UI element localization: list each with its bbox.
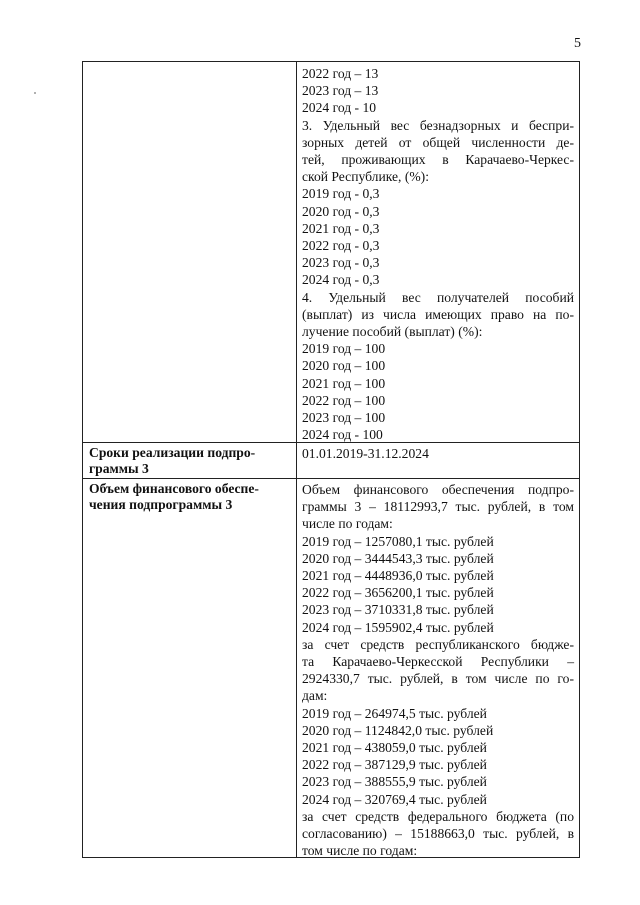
- funding-total-year: 2023 год – 3710331,8 тыс. рублей: [302, 602, 494, 618]
- indicator-3-year: 2020 год - 0,3: [302, 203, 380, 219]
- funding-regional-year: 2021 год – 438059,0 тыс. рублей: [302, 740, 487, 756]
- indicator-3-year: 2022 год - 0,3: [302, 238, 380, 254]
- funding-cell: [302, 481, 574, 859]
- funding-regional-text: 2924330,7 тыс. рублей, в том числе по го-: [302, 671, 574, 687]
- indicator-year-line: 2022 год – 13: [302, 66, 379, 81]
- funding-label: [89, 481, 291, 514]
- period-label: [89, 445, 291, 478]
- period-label-line: граммы 3: [89, 461, 149, 477]
- passport-table: [82, 61, 580, 858]
- funding-regional-year: 2020 год – 1124842,0 тыс. рублей: [302, 722, 494, 738]
- period-value-text: 01.01.2019-31.12.2024: [302, 446, 429, 461]
- funding-total-year: 2019 год – 1257080,1 тыс. рублей: [302, 533, 494, 549]
- indicator-4-year: 2021 год – 100: [302, 375, 386, 391]
- funding-total-year: 2022 год – 3656200,1 тыс. рублей: [302, 585, 494, 601]
- indicators-cell: [302, 65, 574, 443]
- funding-regional-year: 2019 год – 264974,5 тыс. рублей: [302, 705, 487, 721]
- funding-label-line: Объем финансового обеспе-: [89, 481, 259, 496]
- column-divider: [296, 62, 297, 857]
- indicator-3-title: тей, проживающих в Карачаево-Черкес-: [302, 152, 574, 168]
- indicator-4-year: 2022 год – 100: [302, 392, 386, 408]
- indicator-4-year: 2024 год - 100: [302, 427, 383, 443]
- funding-total-year: 2020 год – 3444543,3 тыс. рублей: [302, 550, 494, 566]
- indicator-4-title: лучение пособий (выплат) (%):: [302, 324, 483, 340]
- funding-federal-text: том числе по годам:: [302, 843, 418, 859]
- indicator-4-year: 2019 год – 100: [302, 341, 386, 357]
- row-divider-2: [83, 478, 579, 479]
- period-value: [302, 445, 574, 462]
- funding-federal-text: за счет средств федерального бюджета (по: [302, 808, 574, 824]
- funding-intro: Объем финансового обеспечения подпро-: [302, 482, 574, 497]
- funding-regional-text: та Карачаево-Черкесской Республики –: [302, 654, 574, 670]
- indicator-3-year: 2023 год - 0,3: [302, 255, 380, 271]
- indicator-3-title: 3. Удельный вес безнадзорных и беспри-: [302, 117, 574, 133]
- indicator-4-year: 2020 год – 100: [302, 358, 386, 374]
- period-label-line: Сроки реализации подпро-: [89, 445, 256, 460]
- indicator-4-title: 4. Удельный вес получателей пособий: [302, 289, 574, 305]
- indicator-year-line: 2024 год - 10: [302, 100, 377, 116]
- indicator-4-title: (выплат) из числа имеющих право на по-: [302, 306, 574, 322]
- indicator-3-title: зорных детей от общей численности де-: [302, 134, 574, 150]
- funding-regional-text: дам:: [302, 688, 328, 704]
- funding-regional-year: 2024 год – 320769,4 тыс. рублей: [302, 791, 487, 807]
- funding-intro: граммы 3 – 18112993,7 тыс. рублей, в том: [302, 499, 574, 515]
- indicator-3-year: 2021 год - 0,3: [302, 220, 380, 236]
- funding-regional-year: 2022 год – 387129,9 тыс. рублей: [302, 757, 487, 773]
- funding-total-year: 2021 год – 4448936,0 тыс. рублей: [302, 568, 494, 584]
- funding-total-year: 2024 год – 1595902,4 тыс. рублей: [302, 619, 494, 635]
- indicator-year-line: 2023 год – 13: [302, 83, 379, 99]
- funding-federal-text: согласованию) – 15188663,0 тыс. рублей, в: [302, 826, 574, 842]
- funding-regional-text: за счет средств республиканского бюдже-: [302, 636, 574, 652]
- indicator-4-year: 2023 год – 100: [302, 410, 386, 426]
- funding-regional-year: 2023 год – 388555,9 тыс. рублей: [302, 774, 487, 790]
- page-number: 5: [574, 36, 581, 51]
- funding-label-line: чения подпрограммы 3: [89, 497, 233, 513]
- indicator-3-year: 2024 год - 0,3: [302, 272, 380, 288]
- funding-intro: числе по годам:: [302, 516, 393, 532]
- indicator-3-year: 2019 год - 0,3: [302, 186, 380, 202]
- scan-speck: [34, 92, 36, 94]
- indicator-3-title: ской Республике, (%):: [302, 169, 429, 185]
